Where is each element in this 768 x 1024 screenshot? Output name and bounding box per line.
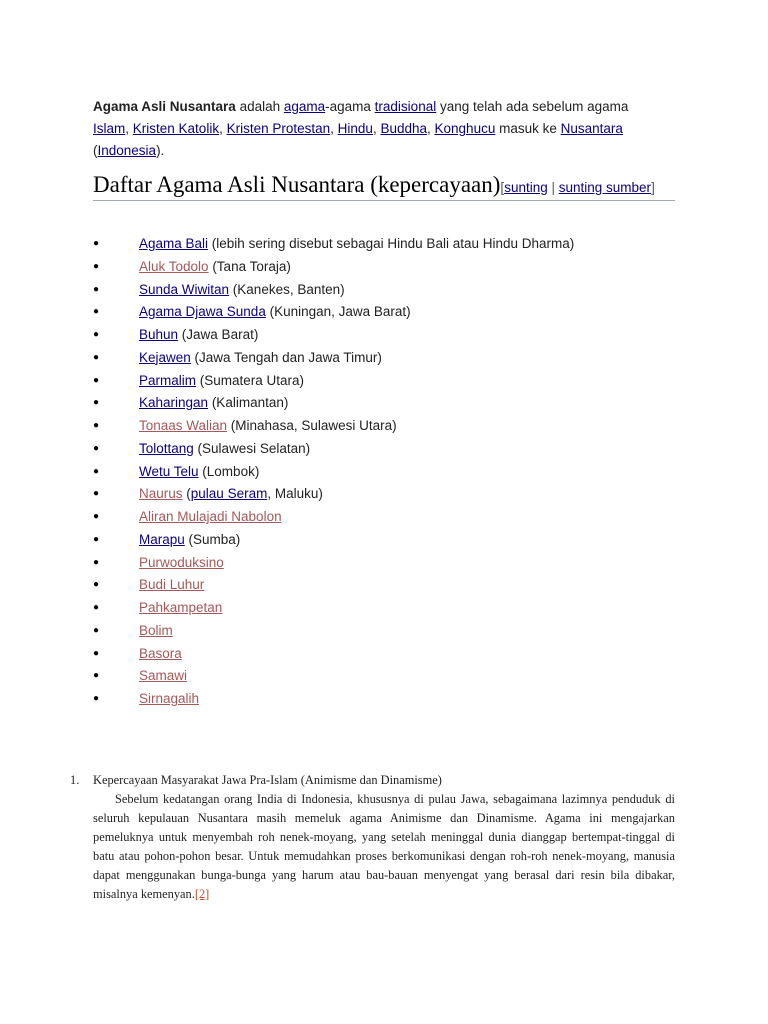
intro-text: adalah xyxy=(235,99,284,114)
bullet-icon: ● xyxy=(93,374,100,386)
religion-link[interactable]: Tolottang xyxy=(139,440,194,456)
religion-region-note: (Minahasa, Sulawesi Utara) xyxy=(227,418,397,433)
religion-link[interactable]: Aluk Todolo xyxy=(139,258,209,274)
bullet-icon: ● xyxy=(93,397,100,409)
religion-link[interactable]: Agama Bali xyxy=(139,236,209,251)
link-hindu[interactable]: Hindu xyxy=(337,121,373,136)
link-tradisional[interactable]: tradisional xyxy=(374,99,437,114)
religion-region-note: (Jawa Barat) xyxy=(178,327,259,342)
link-islam[interactable]: Islam xyxy=(93,121,126,136)
religion-list-item xyxy=(93,324,693,347)
religion-list xyxy=(93,233,693,711)
religion-region-note: (Sumatera Utara) xyxy=(196,372,305,388)
edit-links xyxy=(500,180,654,195)
link-kristen-katolik[interactable]: Kristen Katolik xyxy=(132,121,220,136)
religion-region-note: , Maluku) xyxy=(267,486,323,502)
religion-link[interactable]: Wetu Telu xyxy=(139,463,199,479)
bullet-icon: ● xyxy=(93,306,100,318)
intro-separator: , xyxy=(372,121,381,136)
religion-list-item xyxy=(93,415,693,438)
bullet-icon: ● xyxy=(93,238,100,249)
religion-region-note: (Lombok) xyxy=(198,463,260,479)
religion-link[interactable]: Bolim xyxy=(139,622,173,638)
bullet-icon: ● xyxy=(93,283,100,295)
heading-title: Daftar Agama Asli Nusantara (kepercayaan) xyxy=(93,172,501,197)
religion-list-item xyxy=(93,643,693,666)
bullet-icon: ● xyxy=(93,488,100,500)
link-indonesia[interactable]: Indonesia xyxy=(97,143,157,158)
section-heading xyxy=(93,170,675,201)
edit-source-link[interactable]: sunting sumber xyxy=(558,180,652,195)
religion-list-item xyxy=(93,574,693,597)
religion-link[interactable]: Purwoduksino xyxy=(139,554,224,570)
bullet-icon: ● xyxy=(93,442,100,454)
religion-link[interactable]: Agama Djawa Sunda xyxy=(139,304,266,320)
bullet-icon: ● xyxy=(93,329,100,340)
religion-link[interactable]: Basora xyxy=(139,645,182,661)
intro-separator: , xyxy=(125,121,133,136)
religion-list-item xyxy=(93,392,693,415)
religion-region-note: (Sulawesi Selatan) xyxy=(193,440,311,456)
edit-separator: | xyxy=(547,180,559,195)
religion-list-item xyxy=(93,347,693,370)
religion-list-item xyxy=(93,506,693,529)
bullet-icon: ● xyxy=(93,602,100,613)
region-link[interactable]: pulau Seram xyxy=(190,486,268,502)
religion-list-item xyxy=(93,233,693,256)
bullet-icon: ● xyxy=(93,670,100,682)
religion-list-item xyxy=(93,665,693,688)
religion-link[interactable]: Kaharingan xyxy=(139,395,209,411)
intro-term: Agama Asli Nusantara xyxy=(93,99,236,114)
religion-link[interactable]: Kejawen xyxy=(139,349,191,365)
edit-bracket-open: [ xyxy=(500,180,505,195)
intro-text: ( xyxy=(93,143,98,158)
section-paragraph xyxy=(93,790,675,904)
religion-link[interactable]: Tonaas Walian xyxy=(139,418,228,433)
religion-link[interactable]: Budi Luhur xyxy=(139,577,205,593)
religion-link[interactable]: Naurus xyxy=(139,486,183,502)
religion-list-item xyxy=(93,597,693,620)
reference-link[interactable]: [2] xyxy=(194,887,210,901)
religion-link[interactable]: Pahkampetan xyxy=(139,600,223,615)
intro-text: ). xyxy=(156,143,165,158)
bullet-icon: ● xyxy=(93,511,100,522)
religion-link[interactable]: Aliran Mulajadi Nabolon xyxy=(139,509,282,524)
link-nusantara[interactable]: Nusantara xyxy=(560,121,623,136)
religion-list-item xyxy=(93,529,693,552)
link-konghucu[interactable]: Konghucu xyxy=(434,121,496,136)
bullet-icon: ● xyxy=(93,533,100,545)
religion-list-item xyxy=(93,370,693,393)
religion-link[interactable]: Parmalim xyxy=(139,372,197,388)
section-header xyxy=(70,771,675,790)
religion-link[interactable]: Marapu xyxy=(139,531,185,547)
religion-list-item xyxy=(93,279,693,302)
bullet-icon: ● xyxy=(93,351,100,363)
religion-link[interactable]: Sunda Wiwitan xyxy=(139,281,230,297)
intro-separator: , xyxy=(427,121,435,136)
paragraph-text: Sebelum kedatangan orang India di Indonesia, khususnya di pulau Jawa, sebagaimana lazimnya penduduk di seluruh kepulauan Nusantara masih memeluk agama Animisme dan Dinamisme. Agama ini mengajarkan pemeluknya untuk menyembah roh nenek-moyang, yang setelah meninggal dunia dianggap bertempat-tinggal di batu atau pohon-pohon besar. Untuk memudahkan proses berkomunikasi dengan roh-roh nenek-moyang, manusia dapat menggunakan bunga-bunga yang harum atau bau-bauan menyengat yang berasal dari resin bila dibakar, misalnya kemenyan. xyxy=(93,792,675,901)
religion-list-item xyxy=(93,438,693,461)
religion-list-item xyxy=(93,483,693,506)
bullet-icon: ● xyxy=(93,624,100,636)
religion-region-note: ( xyxy=(182,486,191,502)
religion-list-item xyxy=(93,552,693,575)
section-title: Kepercayaan Masyarakat Jawa Pra-Islam (Animisme dan Dinamisme) xyxy=(93,773,442,787)
link-buddha[interactable]: Buddha xyxy=(380,121,428,136)
religion-link[interactable]: Sirnagalih xyxy=(139,691,200,706)
edit-bracket-close: ] xyxy=(651,180,655,195)
religion-region-note: (Jawa Tengah dan Jawa Timur) xyxy=(190,349,382,365)
edit-link[interactable]: sunting xyxy=(504,180,548,195)
religion-link[interactable]: Samawi xyxy=(139,668,188,684)
religion-region-note: (Tana Toraja) xyxy=(208,258,291,274)
bullet-icon: ● xyxy=(93,556,100,568)
religion-list-item xyxy=(93,461,693,484)
intro-text: -agama xyxy=(325,99,375,114)
intro-text: yang telah ada sebelum agama xyxy=(436,99,629,114)
link-agama[interactable]: agama xyxy=(283,99,326,114)
religion-region-note: (lebih sering disebut sebagai Hindu Bali atau Hindu Dharma) xyxy=(208,236,575,251)
link-kristen-protestan[interactable]: Kristen Protestan xyxy=(226,121,331,136)
religion-region-note: (Kanekes, Banten) xyxy=(229,281,345,297)
intro-text: masuk ke xyxy=(495,121,561,136)
religion-list-item xyxy=(93,256,693,279)
section-number: 1. xyxy=(70,773,80,787)
bullet-icon: ● xyxy=(93,465,100,477)
religion-link[interactable]: Buhun xyxy=(139,327,179,342)
bullet-icon: ● xyxy=(93,260,100,272)
religion-region-note: (Kuningan, Jawa Barat) xyxy=(265,304,411,320)
bullet-icon: ● xyxy=(93,420,100,431)
bullet-icon: ● xyxy=(93,693,100,704)
intro-separator: , xyxy=(219,121,227,136)
religion-region-note: (Sumba) xyxy=(184,531,241,547)
bullet-icon: ● xyxy=(93,579,100,591)
numbered-section xyxy=(70,771,675,904)
religion-list-item xyxy=(93,620,693,643)
intro-separator: , xyxy=(330,121,338,136)
bullet-icon: ● xyxy=(93,647,100,659)
religion-list-item xyxy=(93,301,693,324)
religion-list-item xyxy=(93,688,693,711)
religion-region-note: (Kalimantan) xyxy=(208,395,289,411)
intro-paragraph xyxy=(93,96,653,162)
